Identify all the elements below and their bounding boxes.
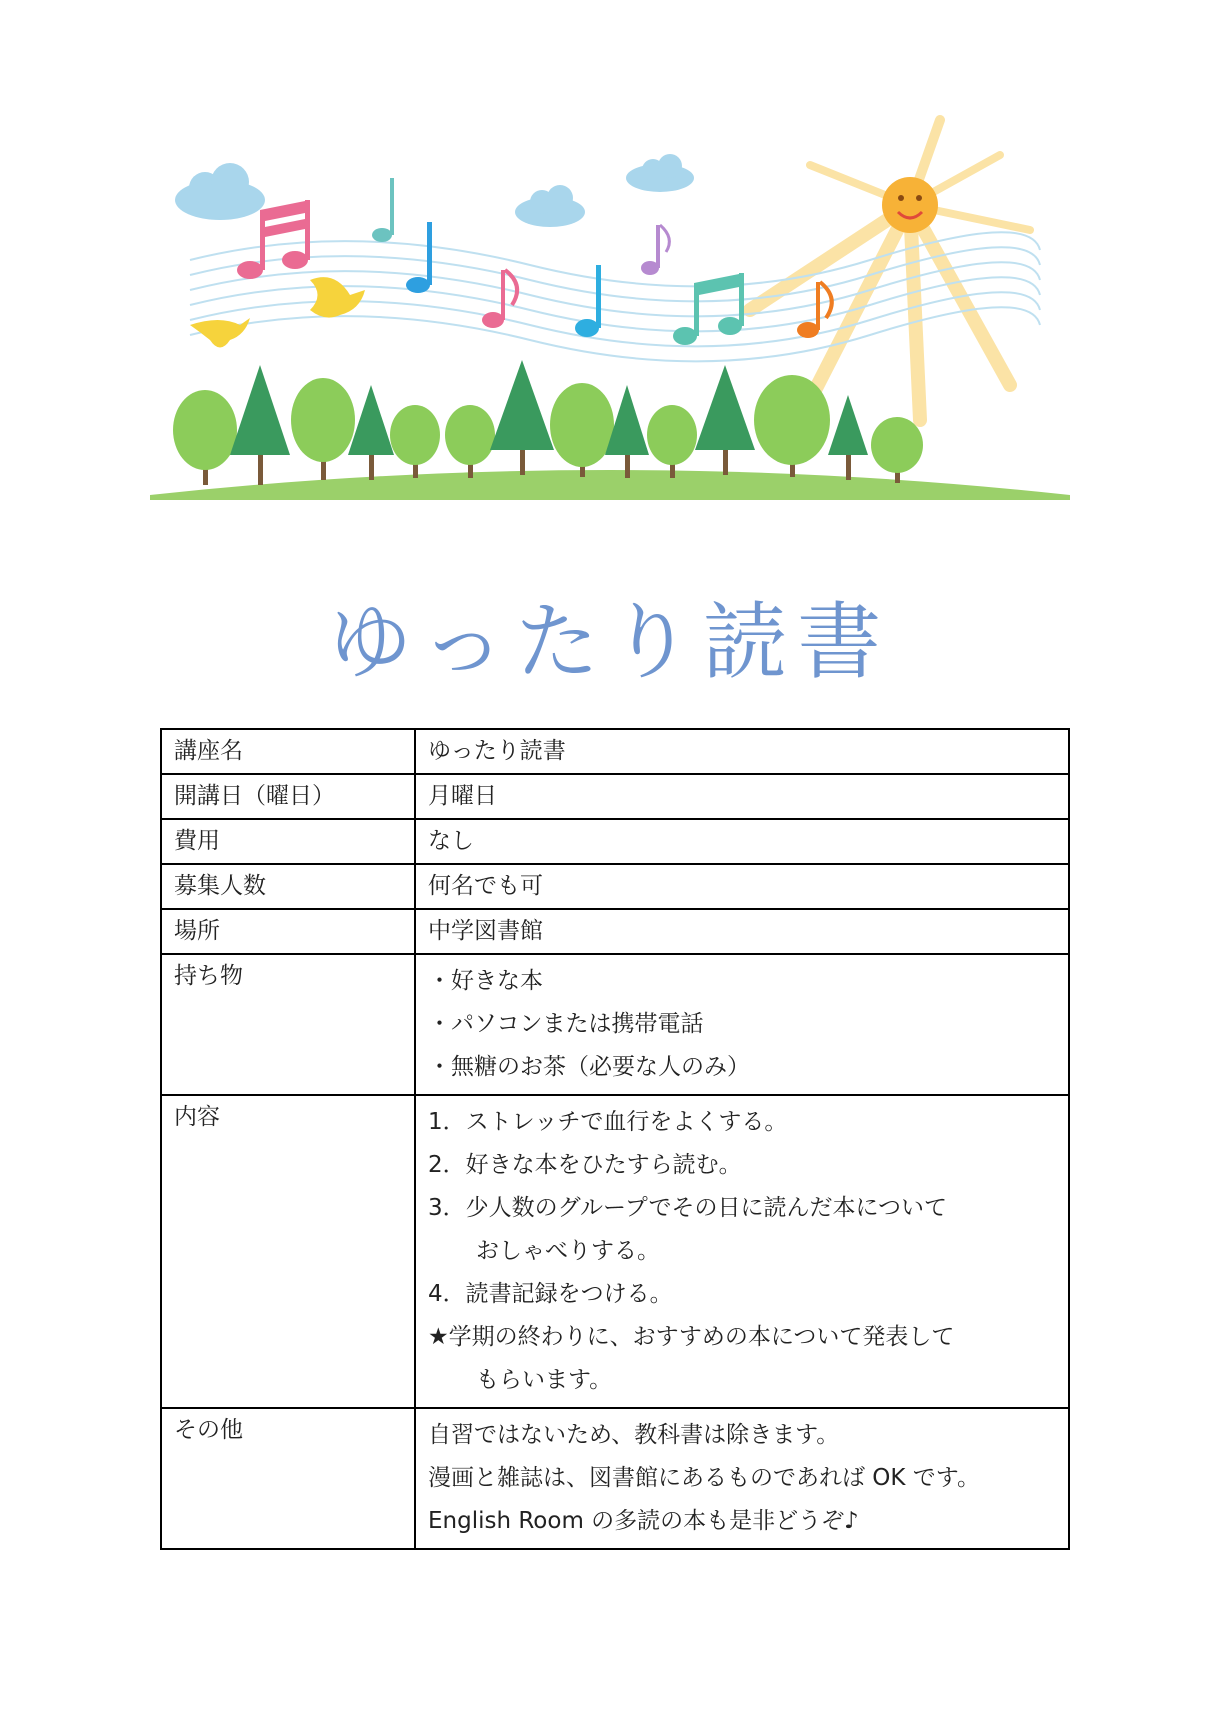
- list-item: 3．少人数のグループでその日に読んだ本について: [428, 1195, 948, 1221]
- table-row: [161, 819, 1069, 864]
- list-item: 漫画と雑誌は、図書館にあるものであれば OK です。: [428, 1465, 980, 1491]
- list-item: 自習ではないため、教科書は除きます。: [428, 1422, 840, 1448]
- table-row: [161, 909, 1069, 954]
- table-row: [161, 954, 1069, 1095]
- cloud-icon: [175, 154, 694, 227]
- header-illustration: [150, 100, 1070, 560]
- table-row: [161, 864, 1069, 909]
- list-item: ・無糖のお茶（必要な人のみ）: [428, 1054, 750, 1080]
- list-item: 1．ストレッチで血行をよくする。: [428, 1109, 788, 1135]
- list-item: 2．好きな本をひたすら読む。: [428, 1152, 742, 1178]
- list-item: もらいます。: [476, 1367, 613, 1393]
- row-label-course-name: 講座名: [161, 729, 415, 774]
- row-label-schedule: 開講日（曜日）: [161, 774, 415, 819]
- row-value-capacity: 何名でも可: [415, 864, 1069, 909]
- row-value-course-name: ゆったり読書: [415, 729, 1069, 774]
- list-item: 4．読書記録をつける。: [428, 1281, 673, 1307]
- row-value-content: [415, 1095, 1069, 1408]
- row-label-other: その他: [161, 1408, 415, 1549]
- row-label-belongings: 持ち物: [161, 954, 415, 1095]
- list-item: ・パソコンまたは携帯電話: [428, 1011, 704, 1037]
- row-label-content: 内容: [161, 1095, 415, 1408]
- ground: [150, 470, 1070, 500]
- row-value-location: 中学図書館: [415, 909, 1069, 954]
- table-row: [161, 774, 1069, 819]
- list-item: English Room の多読の本も是非どうぞ♪: [428, 1508, 859, 1534]
- row-label-capacity: 募集人数: [161, 864, 415, 909]
- row-value-schedule: 月曜日: [415, 774, 1069, 819]
- table-row: [161, 1408, 1069, 1549]
- list-item: おしゃべりする。: [476, 1238, 660, 1264]
- list-item: ★学期の終わりに、おすすめの本について発表して: [428, 1324, 955, 1350]
- bird-icon: [190, 277, 365, 347]
- row-label-location: 場所: [161, 909, 415, 954]
- row-value-belongings: [415, 954, 1069, 1095]
- list-item: ・好きな本: [428, 968, 543, 994]
- forest: [173, 360, 923, 485]
- row-label-cost: 費用: [161, 819, 415, 864]
- row-value-other: [415, 1408, 1069, 1549]
- table-row: [161, 1095, 1069, 1408]
- page-title: ゆったり読書: [327, 593, 892, 691]
- sun-icon: [882, 177, 938, 233]
- table-row: [161, 729, 1069, 774]
- row-value-cost: なし: [415, 819, 1069, 864]
- course-info-table: [160, 728, 1070, 1550]
